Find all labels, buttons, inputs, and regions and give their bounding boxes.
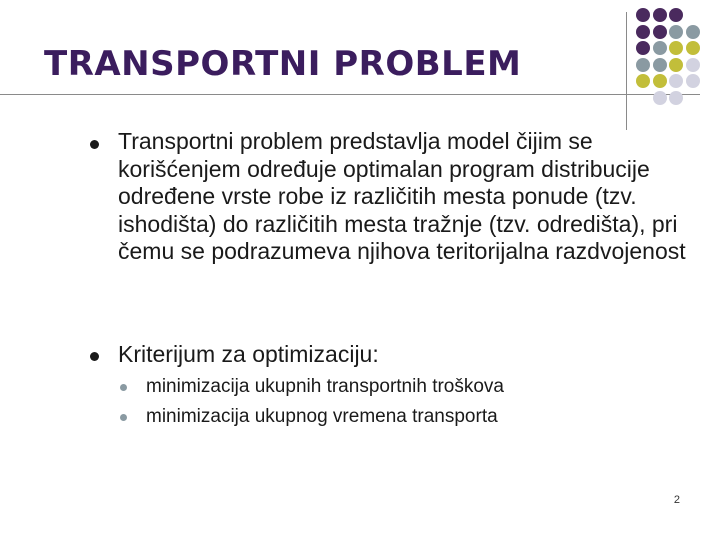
decorative-dot [686, 25, 700, 39]
sub-bullet-text: minimizacija ukupnog vremena transporta [146, 406, 498, 427]
sub-bullet-text: minimizacija ukupnih transportnih troškova [146, 376, 504, 397]
slide-title: TRANSPORTNI PROBLEM [44, 44, 522, 84]
decorative-dot [686, 74, 700, 88]
decorative-dot [686, 41, 700, 55]
bullet-dot-icon [90, 352, 99, 361]
decorative-dot [669, 41, 683, 55]
decorative-dot [636, 41, 650, 55]
decorative-dot [669, 91, 683, 105]
decorative-dot [669, 74, 683, 88]
decorative-dot [669, 8, 683, 22]
decorative-dot [636, 8, 650, 22]
decorative-dot [653, 8, 667, 22]
decorative-dot [669, 25, 683, 39]
decorative-dot [653, 74, 667, 88]
decorative-dot [653, 41, 667, 55]
page-number: 2 [673, 494, 680, 506]
bullet-text: Kriterijum za optimizaciju: [118, 341, 379, 367]
vertical-divider [626, 12, 627, 130]
sub-bullet-dot-icon [120, 384, 127, 391]
decorative-dot [653, 58, 667, 72]
decorative-dot [686, 58, 700, 72]
sub-bullet-dot-icon [120, 414, 127, 421]
decorative-dot [653, 25, 667, 39]
decorative-dot [636, 25, 650, 39]
bullet-text: Transportni problem predstavlja model čijim se korišćenjem određuje optimalan program distribucije određene vrste robe iz različitih mesta ponude (tzv. ishodišta) do različitih mesta tražnje (tzv. odredišta), pri čemu se podrazumeva njihova teritorijalna razdvojenost [118, 128, 686, 264]
decorative-dot [636, 74, 650, 88]
title-divider [0, 94, 700, 95]
decorative-dot [669, 58, 683, 72]
decorative-dot [653, 91, 667, 105]
decorative-dot [636, 58, 650, 72]
bullet-dot-icon [90, 140, 99, 149]
